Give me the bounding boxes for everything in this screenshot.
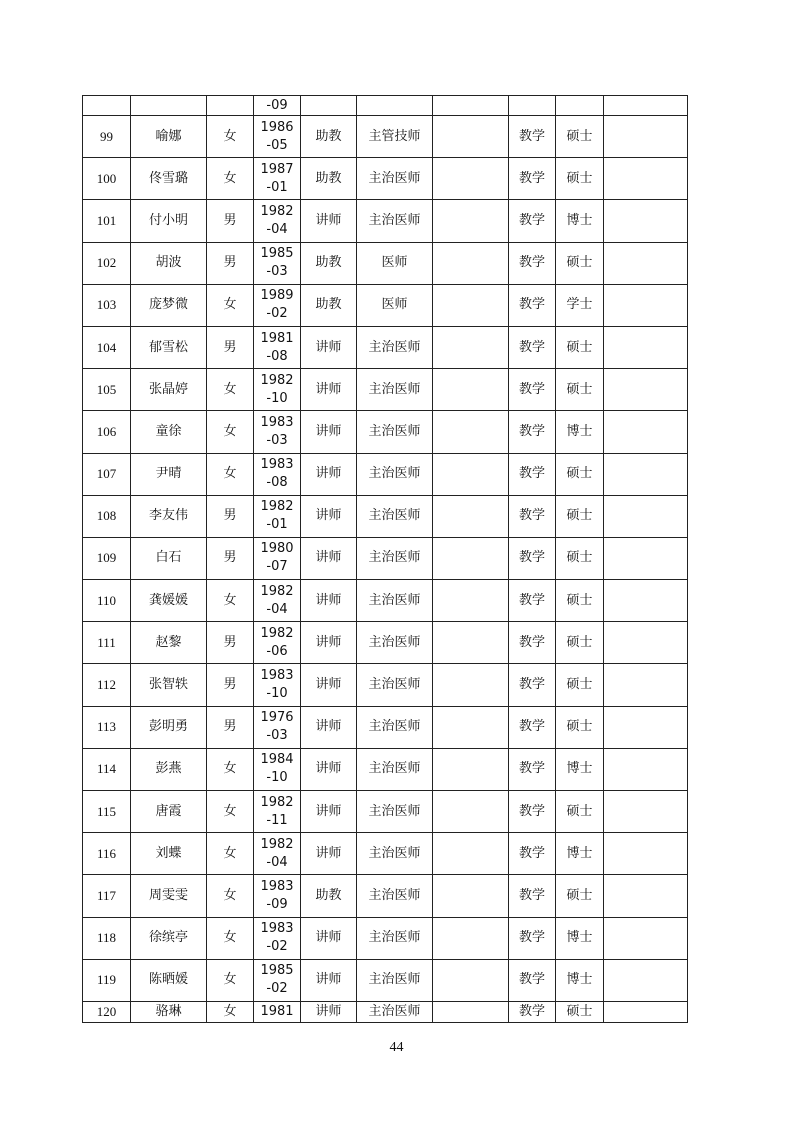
category-cell: 教学 [509, 875, 556, 917]
degree-cell: 学士 [556, 284, 604, 326]
table-row-continued [83, 96, 688, 116]
gender-cell: 男 [207, 495, 254, 537]
note-cell [604, 959, 688, 1001]
number-cell: 113 [83, 706, 131, 748]
birth-month: -07 [266, 559, 288, 575]
staff-roster-table [82, 95, 688, 1023]
name-cell: 郁雪松 [131, 326, 207, 368]
table-row-last [83, 1001, 688, 1022]
title-cell: 讲师 [301, 664, 357, 706]
number-cell: 114 [83, 748, 131, 790]
note-cell [604, 326, 688, 368]
table-row [83, 326, 688, 368]
number-cell: 109 [83, 537, 131, 579]
birth-month: -03 [266, 264, 288, 280]
degree-cell: 硕士 [556, 326, 604, 368]
degree-cell [556, 96, 604, 116]
tech-title-cell: 主治医师 [357, 200, 433, 242]
tech-title-cell: 主治医师 [357, 369, 433, 411]
title-cell: 讲师 [301, 453, 357, 495]
degree-cell: 硕士 [556, 791, 604, 833]
tech-title-cell: 主治医师 [357, 326, 433, 368]
note-cell [604, 369, 688, 411]
note-cell [604, 748, 688, 790]
degree-cell: 博士 [556, 411, 604, 453]
position-cell [433, 917, 509, 959]
name-cell: 赵黎 [131, 622, 207, 664]
birth-year: 1986 [260, 119, 294, 135]
gender-cell: 女 [207, 158, 254, 200]
tech-title-cell [357, 96, 433, 116]
title-cell: 助教 [301, 158, 357, 200]
position-cell [433, 622, 509, 664]
name-cell: 唐霞 [131, 791, 207, 833]
degree-cell: 硕士 [556, 453, 604, 495]
degree-cell: 博士 [556, 200, 604, 242]
number-cell [83, 96, 131, 116]
tech-title-cell: 主治医师 [357, 580, 433, 622]
note-cell [604, 453, 688, 495]
position-cell [433, 1001, 509, 1022]
note-cell [604, 875, 688, 917]
number-cell: 101 [83, 200, 131, 242]
birth-year: 1982 [260, 583, 294, 599]
birth-date-cell [254, 917, 301, 959]
tech-title-cell: 主治医师 [357, 537, 433, 579]
degree-cell: 博士 [556, 748, 604, 790]
note-cell [604, 158, 688, 200]
degree-cell: 硕士 [556, 242, 604, 284]
name-cell: 胡波 [131, 242, 207, 284]
title-cell: 讲师 [301, 706, 357, 748]
category-cell: 教学 [509, 284, 556, 326]
note-cell [604, 116, 688, 158]
degree-cell: 博士 [556, 833, 604, 875]
category-cell: 教学 [509, 116, 556, 158]
number-cell: 120 [83, 1001, 131, 1022]
birth-date-cell [254, 369, 301, 411]
title-cell: 讲师 [301, 1001, 357, 1022]
tech-title-cell: 主治医师 [357, 495, 433, 537]
title-cell: 讲师 [301, 917, 357, 959]
position-cell [433, 284, 509, 326]
gender-cell: 女 [207, 917, 254, 959]
position-cell [433, 116, 509, 158]
name-cell: 陈晒媛 [131, 959, 207, 1001]
birth-month: -06 [266, 643, 288, 659]
position-cell [433, 96, 509, 116]
gender-cell: 女 [207, 369, 254, 411]
category-cell: 教学 [509, 833, 556, 875]
degree-cell: 博士 [556, 917, 604, 959]
gender-cell: 女 [207, 411, 254, 453]
title-cell: 讲师 [301, 369, 357, 411]
category-cell: 教学 [509, 537, 556, 579]
name-cell: 李友伟 [131, 495, 207, 537]
position-cell [433, 580, 509, 622]
birth-date-cell [254, 791, 301, 833]
tech-title-cell: 主治医师 [357, 1001, 433, 1022]
category-cell: 教学 [509, 200, 556, 242]
birth-month: -10 [266, 686, 288, 702]
category-cell: 教学 [509, 242, 556, 284]
birth-year: 1982 [260, 794, 294, 810]
title-cell: 讲师 [301, 833, 357, 875]
note-cell [604, 664, 688, 706]
position-cell [433, 706, 509, 748]
birth-date-cell [254, 1001, 301, 1022]
title-cell: 讲师 [301, 200, 357, 242]
gender-cell: 男 [207, 200, 254, 242]
title-cell: 讲师 [301, 495, 357, 537]
name-cell: 刘蝶 [131, 833, 207, 875]
table-row [83, 158, 688, 200]
birth-date-cell [254, 200, 301, 242]
name-cell: 彭明勇 [131, 706, 207, 748]
birth-month: -02 [266, 939, 288, 955]
birth-month: -10 [266, 390, 288, 406]
birth-date-cell [254, 875, 301, 917]
position-cell [433, 748, 509, 790]
name-cell: 骆琳 [131, 1001, 207, 1022]
category-cell: 教学 [509, 158, 556, 200]
title-cell: 讲师 [301, 959, 357, 1001]
birth-year: 1981 [260, 330, 294, 346]
number-cell: 111 [83, 622, 131, 664]
birth-year: 1983 [260, 878, 294, 894]
position-cell [433, 791, 509, 833]
number-cell: 118 [83, 917, 131, 959]
gender-cell: 女 [207, 875, 254, 917]
position-cell [433, 242, 509, 284]
table-row [83, 411, 688, 453]
number-cell: 99 [83, 116, 131, 158]
tech-title-cell: 主治医师 [357, 748, 433, 790]
note-cell [604, 580, 688, 622]
birth-date-cell [254, 959, 301, 1001]
birth-year: 1982 [260, 499, 294, 515]
title-cell: 讲师 [301, 580, 357, 622]
table-row [83, 748, 688, 790]
title-cell: 助教 [301, 284, 357, 326]
title-cell: 助教 [301, 116, 357, 158]
tech-title-cell: 主管技师 [357, 116, 433, 158]
table-row [83, 664, 688, 706]
birth-date-cell [254, 495, 301, 537]
birth-month: -09 [266, 896, 288, 912]
page-number: 44 [389, 1040, 404, 1055]
name-cell: 佟雪璐 [131, 158, 207, 200]
title-cell: 讲师 [301, 411, 357, 453]
birth-date-cell [254, 537, 301, 579]
birth-month: -04 [266, 221, 288, 237]
gender-cell: 女 [207, 116, 254, 158]
table-row [83, 200, 688, 242]
tech-title-cell: 主治医师 [357, 664, 433, 706]
name-cell: 付小明 [131, 200, 207, 242]
category-cell: 教学 [509, 917, 556, 959]
position-cell [433, 537, 509, 579]
birth-month: -08 [266, 348, 288, 364]
gender-cell: 女 [207, 284, 254, 326]
number-cell: 105 [83, 369, 131, 411]
gender-cell: 女 [207, 833, 254, 875]
title-cell: 讲师 [301, 791, 357, 833]
tech-title-cell: 主治医师 [357, 706, 433, 748]
tech-title-cell: 医师 [357, 242, 433, 284]
position-cell [433, 411, 509, 453]
birth-year: 1976 [260, 710, 294, 726]
gender-cell: 女 [207, 748, 254, 790]
birth-year: 1983 [260, 921, 294, 937]
note-cell [604, 200, 688, 242]
birth-date-cell [254, 748, 301, 790]
degree-cell: 硕士 [556, 369, 604, 411]
category-cell: 教学 [509, 622, 556, 664]
name-cell: 张晶婷 [131, 369, 207, 411]
tech-title-cell: 主治医师 [357, 959, 433, 1001]
birth-month: -02 [266, 981, 288, 997]
table-row [83, 580, 688, 622]
table-row [83, 369, 688, 411]
title-cell: 助教 [301, 875, 357, 917]
degree-cell: 硕士 [556, 664, 604, 706]
name-cell: 张智轶 [131, 664, 207, 706]
position-cell [433, 664, 509, 706]
gender-cell: 男 [207, 706, 254, 748]
table-row [83, 284, 688, 326]
position-cell [433, 453, 509, 495]
note-cell [604, 622, 688, 664]
tech-title-cell: 主治医师 [357, 875, 433, 917]
number-cell: 103 [83, 284, 131, 326]
table-row [83, 242, 688, 284]
birth-date-cell [254, 622, 301, 664]
tech-title-cell: 主治医师 [357, 453, 433, 495]
table-row [83, 495, 688, 537]
table-row [83, 116, 688, 158]
birth-date-cell [254, 706, 301, 748]
position-cell [433, 200, 509, 242]
name-cell: 周雯雯 [131, 875, 207, 917]
birth-date-cell [254, 326, 301, 368]
gender-cell: 女 [207, 1001, 254, 1022]
category-cell: 教学 [509, 453, 556, 495]
note-cell [604, 706, 688, 748]
category-cell: 教学 [509, 959, 556, 1001]
position-cell [433, 158, 509, 200]
birth-date-cell [254, 284, 301, 326]
table-row [83, 791, 688, 833]
birth-date-cell [254, 411, 301, 453]
birth-date-cell [254, 116, 301, 158]
category-cell: 教学 [509, 580, 556, 622]
birth-month: -10 [266, 770, 288, 786]
gender-cell: 女 [207, 959, 254, 1001]
position-cell [433, 875, 509, 917]
birth-year: 1981 [260, 1003, 294, 1019]
birth-date-cell [254, 242, 301, 284]
title-cell: 讲师 [301, 537, 357, 579]
gender-cell: 男 [207, 242, 254, 284]
table-row [83, 706, 688, 748]
note-cell [604, 96, 688, 116]
name-cell: 彭燕 [131, 748, 207, 790]
position-cell [433, 369, 509, 411]
name-cell: 喻娜 [131, 116, 207, 158]
tech-title-cell: 主治医师 [357, 411, 433, 453]
position-cell [433, 833, 509, 875]
title-cell: 讲师 [301, 326, 357, 368]
degree-cell: 硕士 [556, 622, 604, 664]
birth-month: -08 [266, 475, 288, 491]
number-cell: 108 [83, 495, 131, 537]
note-cell [604, 791, 688, 833]
table-row [83, 833, 688, 875]
degree-cell: 硕士 [556, 495, 604, 537]
birth-month: -11 [266, 812, 288, 828]
birth-year: 1989 [260, 288, 294, 304]
gender-cell: 男 [207, 537, 254, 579]
birth-month: -05 [266, 137, 288, 153]
note-cell [604, 242, 688, 284]
birth-month: -01 [266, 179, 288, 195]
birth-year: 1983 [260, 414, 294, 430]
degree-cell: 硕士 [556, 116, 604, 158]
birth-year: 1985 [260, 963, 294, 979]
note-cell [604, 411, 688, 453]
degree-cell: 硕士 [556, 158, 604, 200]
note-cell [604, 917, 688, 959]
birth-year: 1982 [260, 836, 294, 852]
gender-cell: 女 [207, 791, 254, 833]
table-row [83, 875, 688, 917]
title-cell: 助教 [301, 242, 357, 284]
table-row [83, 453, 688, 495]
birth-month: -09 [266, 97, 288, 113]
tech-title-cell: 主治医师 [357, 158, 433, 200]
birth-date-cell [254, 96, 301, 116]
birth-year: 1987 [260, 161, 294, 177]
number-cell: 107 [83, 453, 131, 495]
birth-month: -04 [266, 854, 288, 870]
number-cell: 116 [83, 833, 131, 875]
birth-month: -01 [266, 517, 288, 533]
category-cell: 教学 [509, 411, 556, 453]
tech-title-cell: 主治医师 [357, 622, 433, 664]
degree-cell: 硕士 [556, 1001, 604, 1022]
birth-year: 1982 [260, 625, 294, 641]
name-cell: 白石 [131, 537, 207, 579]
number-cell: 102 [83, 242, 131, 284]
category-cell: 教学 [509, 706, 556, 748]
title-cell: 讲师 [301, 622, 357, 664]
category-cell: 教学 [509, 748, 556, 790]
note-cell [604, 537, 688, 579]
birth-date-cell [254, 664, 301, 706]
birth-month: -03 [266, 728, 288, 744]
table-row [83, 537, 688, 579]
number-cell: 119 [83, 959, 131, 1001]
category-cell [509, 96, 556, 116]
number-cell: 100 [83, 158, 131, 200]
gender-cell [207, 96, 254, 116]
degree-cell: 硕士 [556, 875, 604, 917]
number-cell: 115 [83, 791, 131, 833]
category-cell: 教学 [509, 326, 556, 368]
note-cell [604, 833, 688, 875]
note-cell [604, 495, 688, 537]
name-cell [131, 96, 207, 116]
table-row [83, 622, 688, 664]
name-cell: 龚媛媛 [131, 580, 207, 622]
number-cell: 117 [83, 875, 131, 917]
gender-cell: 男 [207, 622, 254, 664]
birth-year: 1980 [260, 541, 294, 557]
category-cell: 教学 [509, 664, 556, 706]
birth-month: -02 [266, 306, 288, 322]
gender-cell: 女 [207, 453, 254, 495]
number-cell: 110 [83, 580, 131, 622]
gender-cell: 男 [207, 664, 254, 706]
birth-date-cell [254, 833, 301, 875]
birth-date-cell [254, 580, 301, 622]
birth-month: -03 [266, 432, 288, 448]
category-cell: 教学 [509, 1001, 556, 1022]
note-cell [604, 284, 688, 326]
degree-cell: 硕士 [556, 537, 604, 579]
table-row [83, 917, 688, 959]
degree-cell: 博士 [556, 959, 604, 1001]
title-cell: 讲师 [301, 748, 357, 790]
tech-title-cell: 主治医师 [357, 791, 433, 833]
category-cell: 教学 [509, 495, 556, 537]
tech-title-cell: 主治医师 [357, 917, 433, 959]
name-cell: 庞梦微 [131, 284, 207, 326]
position-cell [433, 326, 509, 368]
category-cell: 教学 [509, 791, 556, 833]
name-cell: 徐缤亭 [131, 917, 207, 959]
birth-date-cell [254, 158, 301, 200]
birth-date-cell [254, 453, 301, 495]
birth-year: 1984 [260, 752, 294, 768]
note-cell [604, 1001, 688, 1022]
birth-year: 1982 [260, 372, 294, 388]
birth-year: 1983 [260, 457, 294, 473]
birth-year: 1985 [260, 246, 294, 262]
number-cell: 106 [83, 411, 131, 453]
name-cell: 尹晴 [131, 453, 207, 495]
gender-cell: 男 [207, 326, 254, 368]
tech-title-cell: 主治医师 [357, 833, 433, 875]
birth-year: 1982 [260, 203, 294, 219]
position-cell [433, 959, 509, 1001]
number-cell: 104 [83, 326, 131, 368]
birth-year: 1983 [260, 668, 294, 684]
birth-month: -04 [266, 601, 288, 617]
position-cell [433, 495, 509, 537]
category-cell: 教学 [509, 369, 556, 411]
degree-cell: 硕士 [556, 580, 604, 622]
name-cell: 童徐 [131, 411, 207, 453]
number-cell: 112 [83, 664, 131, 706]
tech-title-cell: 医师 [357, 284, 433, 326]
title-cell [301, 96, 357, 116]
table-row [83, 959, 688, 1001]
gender-cell: 女 [207, 580, 254, 622]
degree-cell: 硕士 [556, 706, 604, 748]
